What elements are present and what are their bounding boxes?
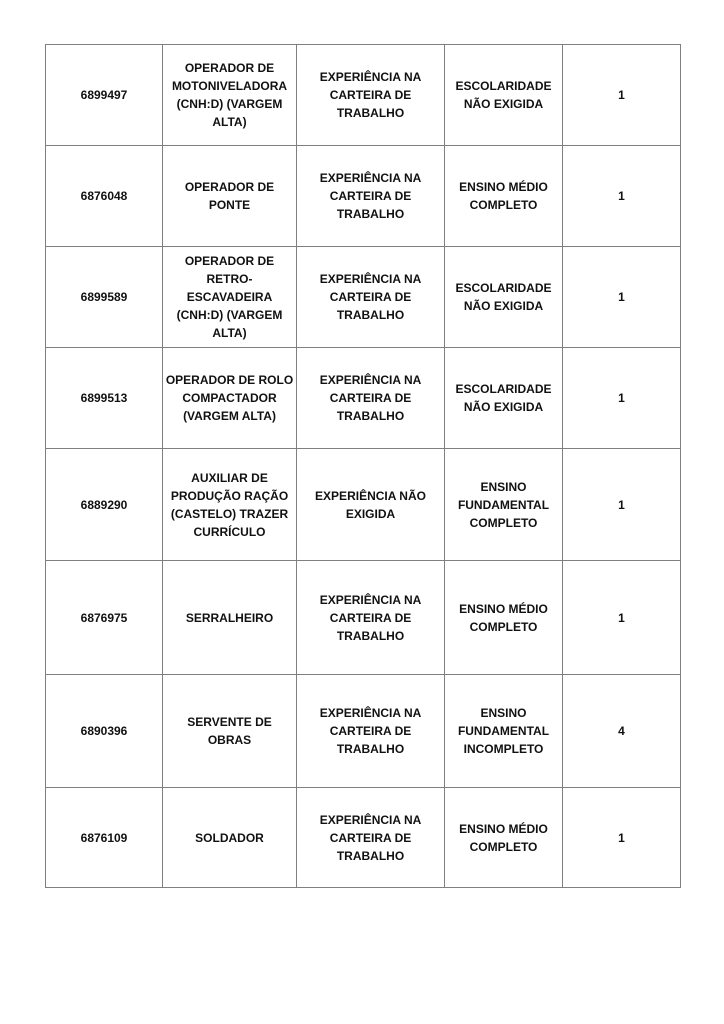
quantity-cell: 1: [563, 146, 681, 247]
education-cell: ENSINO FUNDAMENTAL COMPLETO: [445, 449, 563, 561]
education-cell: ESCOLARIDADE NÃO EXIGIDA: [445, 45, 563, 146]
education-cell: ENSINO MÉDIO COMPLETO: [445, 561, 563, 675]
quantity-cell: 1: [563, 247, 681, 348]
job-title-cell: OPERADOR DE MOTONIVELADORA (CNH:D) (VARGEM ALTA): [163, 45, 297, 146]
vacancy-code-cell: 6876109: [46, 788, 163, 888]
quantity-cell: 4: [563, 675, 681, 788]
job-title-cell: SERVENTE DE OBRAS: [163, 675, 297, 788]
table-row: [46, 146, 681, 247]
vacancy-code-cell: 6899497: [46, 45, 163, 146]
education-cell: ENSINO MÉDIO COMPLETO: [445, 146, 563, 247]
table-row: [46, 788, 681, 888]
experience-cell: EXPERIÊNCIA NA CARTEIRA DE TRABALHO: [297, 788, 445, 888]
vacancy-code-cell: 6899589: [46, 247, 163, 348]
job-title-cell: OPERADOR DE RETRO- ESCAVADEIRA (CNH:D) (VARGEM ALTA): [163, 247, 297, 348]
quantity-cell: 1: [563, 449, 681, 561]
job-title-cell: AUXILIAR DE PRODUÇÃO RAÇÃO (CASTELO) TRAZER CURRÍCULO: [163, 449, 297, 561]
experience-cell: EXPERIÊNCIA NA CARTEIRA DE TRABALHO: [297, 146, 445, 247]
vacancy-code-cell: 6876048: [46, 146, 163, 247]
quantity-cell: 1: [563, 788, 681, 888]
job-title-cell: SOLDADOR: [163, 788, 297, 888]
vacancy-code-cell: 6899513: [46, 348, 163, 449]
table-row: [46, 561, 681, 675]
vacancy-code-cell: 6889290: [46, 449, 163, 561]
quantity-cell: 1: [563, 561, 681, 675]
experience-cell: EXPERIÊNCIA NÃO EXIGIDA: [297, 449, 445, 561]
experience-cell: EXPERIÊNCIA NA CARTEIRA DE TRABALHO: [297, 561, 445, 675]
job-title-cell: OPERADOR DE PONTE: [163, 146, 297, 247]
quantity-cell: 1: [563, 45, 681, 146]
job-title-cell: SERRALHEIRO: [163, 561, 297, 675]
experience-cell: EXPERIÊNCIA NA CARTEIRA DE TRABALHO: [297, 675, 445, 788]
table-row: [46, 675, 681, 788]
experience-cell: EXPERIÊNCIA NA CARTEIRA DE TRABALHO: [297, 247, 445, 348]
vacancy-code-cell: 6876975: [46, 561, 163, 675]
table-row: [46, 45, 681, 146]
table-row: [46, 247, 681, 348]
table-row: [46, 348, 681, 449]
education-cell: ESCOLARIDADE NÃO EXIGIDA: [445, 247, 563, 348]
education-cell: ENSINO FUNDAMENTAL INCOMPLETO: [445, 675, 563, 788]
quantity-cell: 1: [563, 348, 681, 449]
experience-cell: EXPERIÊNCIA NA CARTEIRA DE TRABALHO: [297, 348, 445, 449]
experience-cell: EXPERIÊNCIA NA CARTEIRA DE TRABALHO: [297, 45, 445, 146]
vacancy-code-cell: 6890396: [46, 675, 163, 788]
education-cell: ENSINO MÉDIO COMPLETO: [445, 788, 563, 888]
table-row: [46, 449, 681, 561]
job-vacancies-table: [45, 44, 681, 888]
job-title-cell: OPERADOR DE ROLO COMPACTADOR (VARGEM ALTA): [163, 348, 297, 449]
education-cell: ESCOLARIDADE NÃO EXIGIDA: [445, 348, 563, 449]
